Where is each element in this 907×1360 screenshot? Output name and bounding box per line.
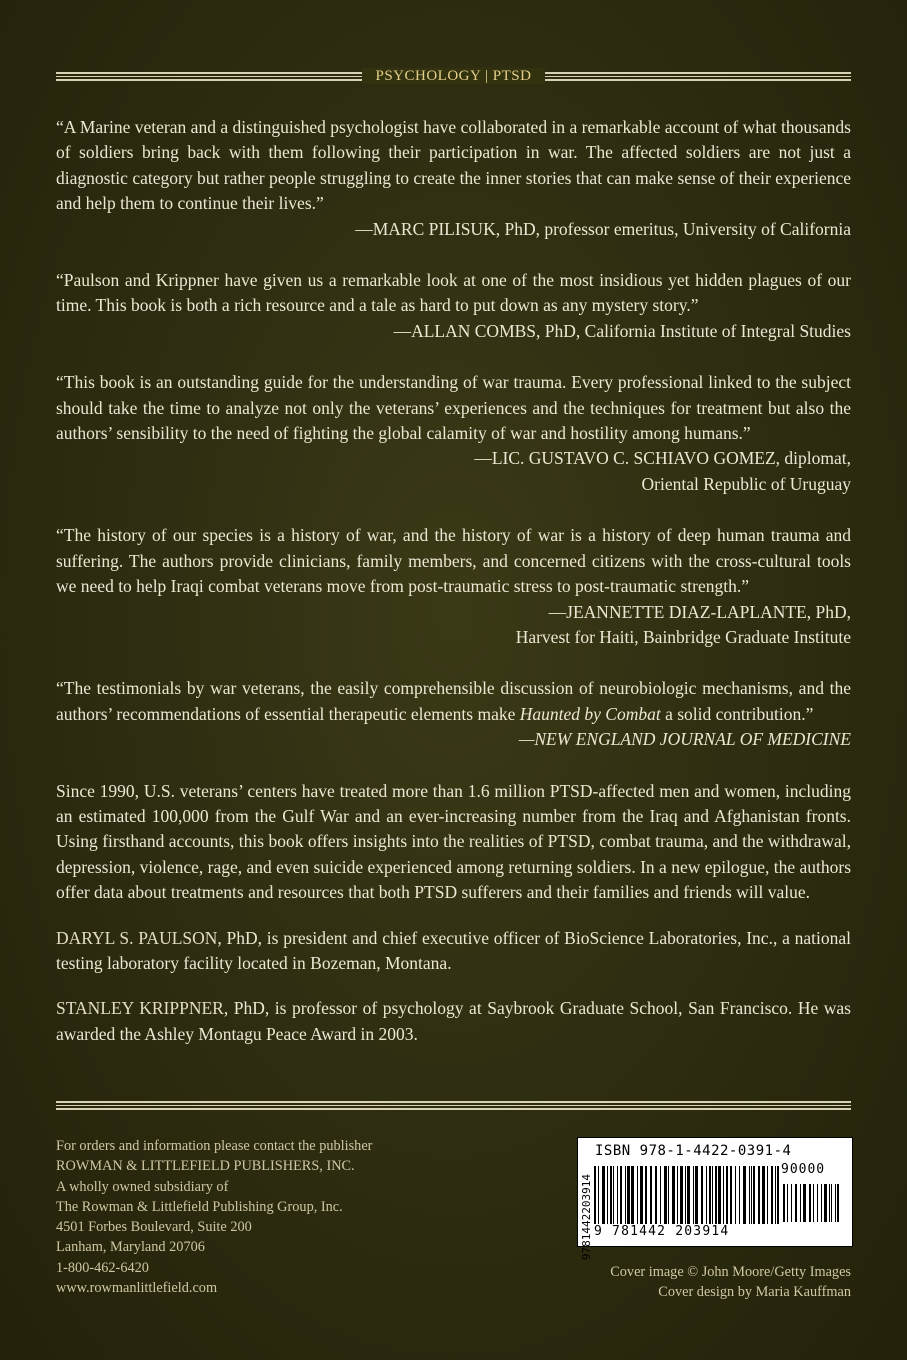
- isbn-barcode: [577, 1137, 853, 1261]
- barcode-bar: [594, 1166, 596, 1224]
- publisher-info: For orders and information please contact the publisher ROWMAN & LITTLEFIELD PUBLISHERS, INC. A wholly owned subsidiary of The Rowman & Littlefield Publishing Group, Inc. 4501 Forbes Boulevard, Suite 200 Lanham, Maryland 20706 1-800-462-6420 www.rowmanlittlefield.com: [56, 1136, 372, 1298]
- blurb-attribution: —ALLAN COMBS, PhD, California Institute of Integral Studies: [393, 320, 851, 341]
- barcode-bar: [617, 1166, 618, 1224]
- barcode-bar: [791, 1184, 792, 1222]
- blurb-attribution: —LIC. GUSTAVO C. SCHIAVO GOMEZ, diplomat,: [474, 448, 851, 469]
- barcode-bar: [645, 1166, 647, 1224]
- barcode-bar: [680, 1166, 683, 1224]
- blurb-2: [56, 268, 851, 344]
- barcode-bar: [743, 1166, 746, 1224]
- book-title: Haunted by Combat: [519, 703, 661, 724]
- barcode-bar: [787, 1184, 788, 1222]
- category-label: PSYCHOLOGY | PTSD: [0, 68, 907, 85]
- barcode-bar: [813, 1184, 814, 1222]
- barcode-bar: [777, 1166, 779, 1224]
- blurb-quote: “The testimonials by war veterans, the easily comprehensible discussion of neurobiologic mechanisms, and the authors’ recommendations of essential therapeutic elements make Haunted by Combat a solid contribution.”: [56, 678, 851, 724]
- barcode-bar: [620, 1166, 622, 1224]
- blurb-1: [56, 115, 851, 242]
- cover-credits: Cover image © John Moore/Getty Images Cover design by Maria Kauffman: [610, 1264, 851, 1301]
- barcode-bar: [718, 1166, 721, 1224]
- barcode-bar: [735, 1166, 736, 1224]
- barcode-bars: [594, 1166, 780, 1224]
- barcode-bar: [824, 1184, 827, 1222]
- blurb-4: [56, 523, 851, 650]
- price-code: 90000: [781, 1162, 826, 1177]
- blurb-attribution: —JEANNETTE DIAZ-LAPLANTE, PhD,: [548, 601, 851, 622]
- barcode-bar: [677, 1166, 678, 1224]
- barcode-bar: [627, 1166, 630, 1224]
- blurb-quote: “This book is an outstanding guide for the understanding of war trauma. Every professional linked to the subject should take the time to analyze not only the veterans’ experiences and the techniques for treatment but also the authors’ sensibility to the need of fighting the global calamity of war and hostility among humans.”: [56, 372, 851, 444]
- author-name: STANLEY KRIPPNER: [56, 998, 224, 1019]
- blurb-attribution: —MARC PILISUK, PhD, professor emeritus, University of California: [355, 218, 851, 239]
- barcode-bar: [730, 1166, 732, 1224]
- author-bio-1: DARYL S. PAULSON, PhD, is president and chief executive officer of BioScience Laboratories, Inc., a national testing laboratory facility located in Bozeman, Montana.: [56, 927, 851, 973]
- barcode-bar: [668, 1166, 669, 1224]
- barcode-bar: [687, 1166, 690, 1224]
- ean-digits: 9 781442 203914: [594, 1224, 730, 1239]
- author-name: DARYL S. PAULSON: [56, 927, 218, 948]
- barcode-bar: [685, 1166, 686, 1224]
- barcode-bar: [821, 1184, 822, 1222]
- barcode-bar: [795, 1184, 797, 1222]
- barcode-bar: [625, 1166, 626, 1224]
- barcode-bar: [693, 1166, 694, 1224]
- barcode-bar: [783, 1184, 785, 1222]
- barcode-bar: [762, 1166, 765, 1224]
- isbn-text: ISBN 978-1-4422-0391-4: [595, 1143, 792, 1159]
- barcode-bar: [817, 1184, 818, 1222]
- barcode-bar: [726, 1166, 728, 1224]
- barcode-bar: [637, 1166, 638, 1224]
- price-barcode-bars: [783, 1184, 841, 1222]
- barcode-bar: [800, 1184, 801, 1222]
- barcode-bar: [739, 1166, 740, 1224]
- barcode-bar: [631, 1166, 634, 1224]
- barcode-bar: [837, 1184, 839, 1222]
- blurb-attribution-line2: Oriental Republic of Uruguay: [641, 473, 851, 494]
- barcode-bar: [664, 1166, 667, 1224]
- author-bio-2: STANLEY KRIPPNER, PhD, is professor of psychology at Saybrook Graduate School, San Francisco. He was awarded the Ashley Montagu Peace Award in 2003.: [56, 998, 851, 1044]
- blurb-quote: “The history of our species is a history of war, and the history of war is a history of deep human trauma and suffering. The authors provide clinicians, family members, and concerned citizens with the cross-cultural tools we need to help Iraqi combat veterans move from post-traumatic stress to post-traumatic strength.”: [56, 525, 851, 597]
- main-content: [56, 115, 851, 1073]
- barcode-bar: [749, 1166, 750, 1224]
- blurb-3: [56, 370, 851, 497]
- barcode-bar: [650, 1166, 652, 1224]
- barcode-bar: [602, 1166, 605, 1224]
- side-digits: 9781442203914: [580, 1174, 593, 1261]
- barcode-bar: [829, 1184, 830, 1222]
- barcode-bar: [775, 1166, 776, 1224]
- barcode-bar: [706, 1166, 707, 1224]
- barcode-bar: [803, 1184, 806, 1222]
- barcode-bar: [835, 1184, 836, 1222]
- blurb-attribution: —NEW ENGLAND JOURNAL OF MEDICINE: [518, 729, 851, 750]
- barcode-bar: [771, 1166, 773, 1224]
- barcode-bar: [607, 1166, 608, 1224]
- blurb-attribution-line2: Harvest for Haiti, Bainbridge Graduate Institute: [515, 626, 851, 647]
- barcode-bar: [723, 1166, 724, 1224]
- barcode-bar: [758, 1166, 760, 1224]
- barcode-bar: [660, 1166, 661, 1224]
- barcode-bar: [709, 1166, 711, 1224]
- barcode-bar: [655, 1166, 657, 1224]
- blurb-quote: “A Marine veteran and a distinguished psychologist have collaborated in a remarkable account of what thousands of soldiers bring back with them following their participation in war. The affected soldiers are not just a diagnostic category but rather people struggling to create the inner stories that can make sense of their experience and help them to continue their lives.”: [56, 117, 851, 214]
- barcode-bar: [809, 1184, 811, 1222]
- blurb-5: [56, 676, 851, 752]
- barcode-bar: [695, 1166, 698, 1224]
- barcode-bar: [701, 1166, 703, 1224]
- barcode-bar: [640, 1166, 643, 1224]
- barcode-bar: [831, 1184, 832, 1222]
- barcode-bar: [672, 1166, 675, 1224]
- barcode-bar: [715, 1166, 717, 1224]
- barcode-bar: [712, 1166, 713, 1224]
- book-description: Since 1990, U.S. veterans’ centers have treated more than 1.6 million PTSD-affected men and women, including an estimated 100,000 from the Gulf War and an ever-increasing number from the Iraq and Afghanistan fronts. Using firsthand accounts, this book offers insights into the realities of PTSD, combat trauma, and the withdrawal, depression, violence, rage, and even suicide experienced among returning soldiers. In a new epilogue, the authors offer data about treatments and resources that both PTSD sufferers and their families and friends will value.: [56, 780, 852, 903]
- barcode-bar: [751, 1166, 752, 1224]
- barcode-bar: [610, 1166, 612, 1224]
- blurb-quote: “Paulson and Krippner have given us a remarkable look at one of the most insidious yet hidden plagues of our time. This book is both a rich resource and a tale as hard to put down as any mystery story.”: [56, 270, 851, 316]
- barcode-bar: [767, 1166, 768, 1224]
- bottom-rule: [56, 1101, 851, 1110]
- barcode-bar: [753, 1166, 755, 1224]
- barcode-bar: [598, 1166, 599, 1224]
- publisher-website[interactable]: www.rowmanlittlefield.com: [56, 1280, 218, 1297]
- barcode-bar: [613, 1166, 614, 1224]
